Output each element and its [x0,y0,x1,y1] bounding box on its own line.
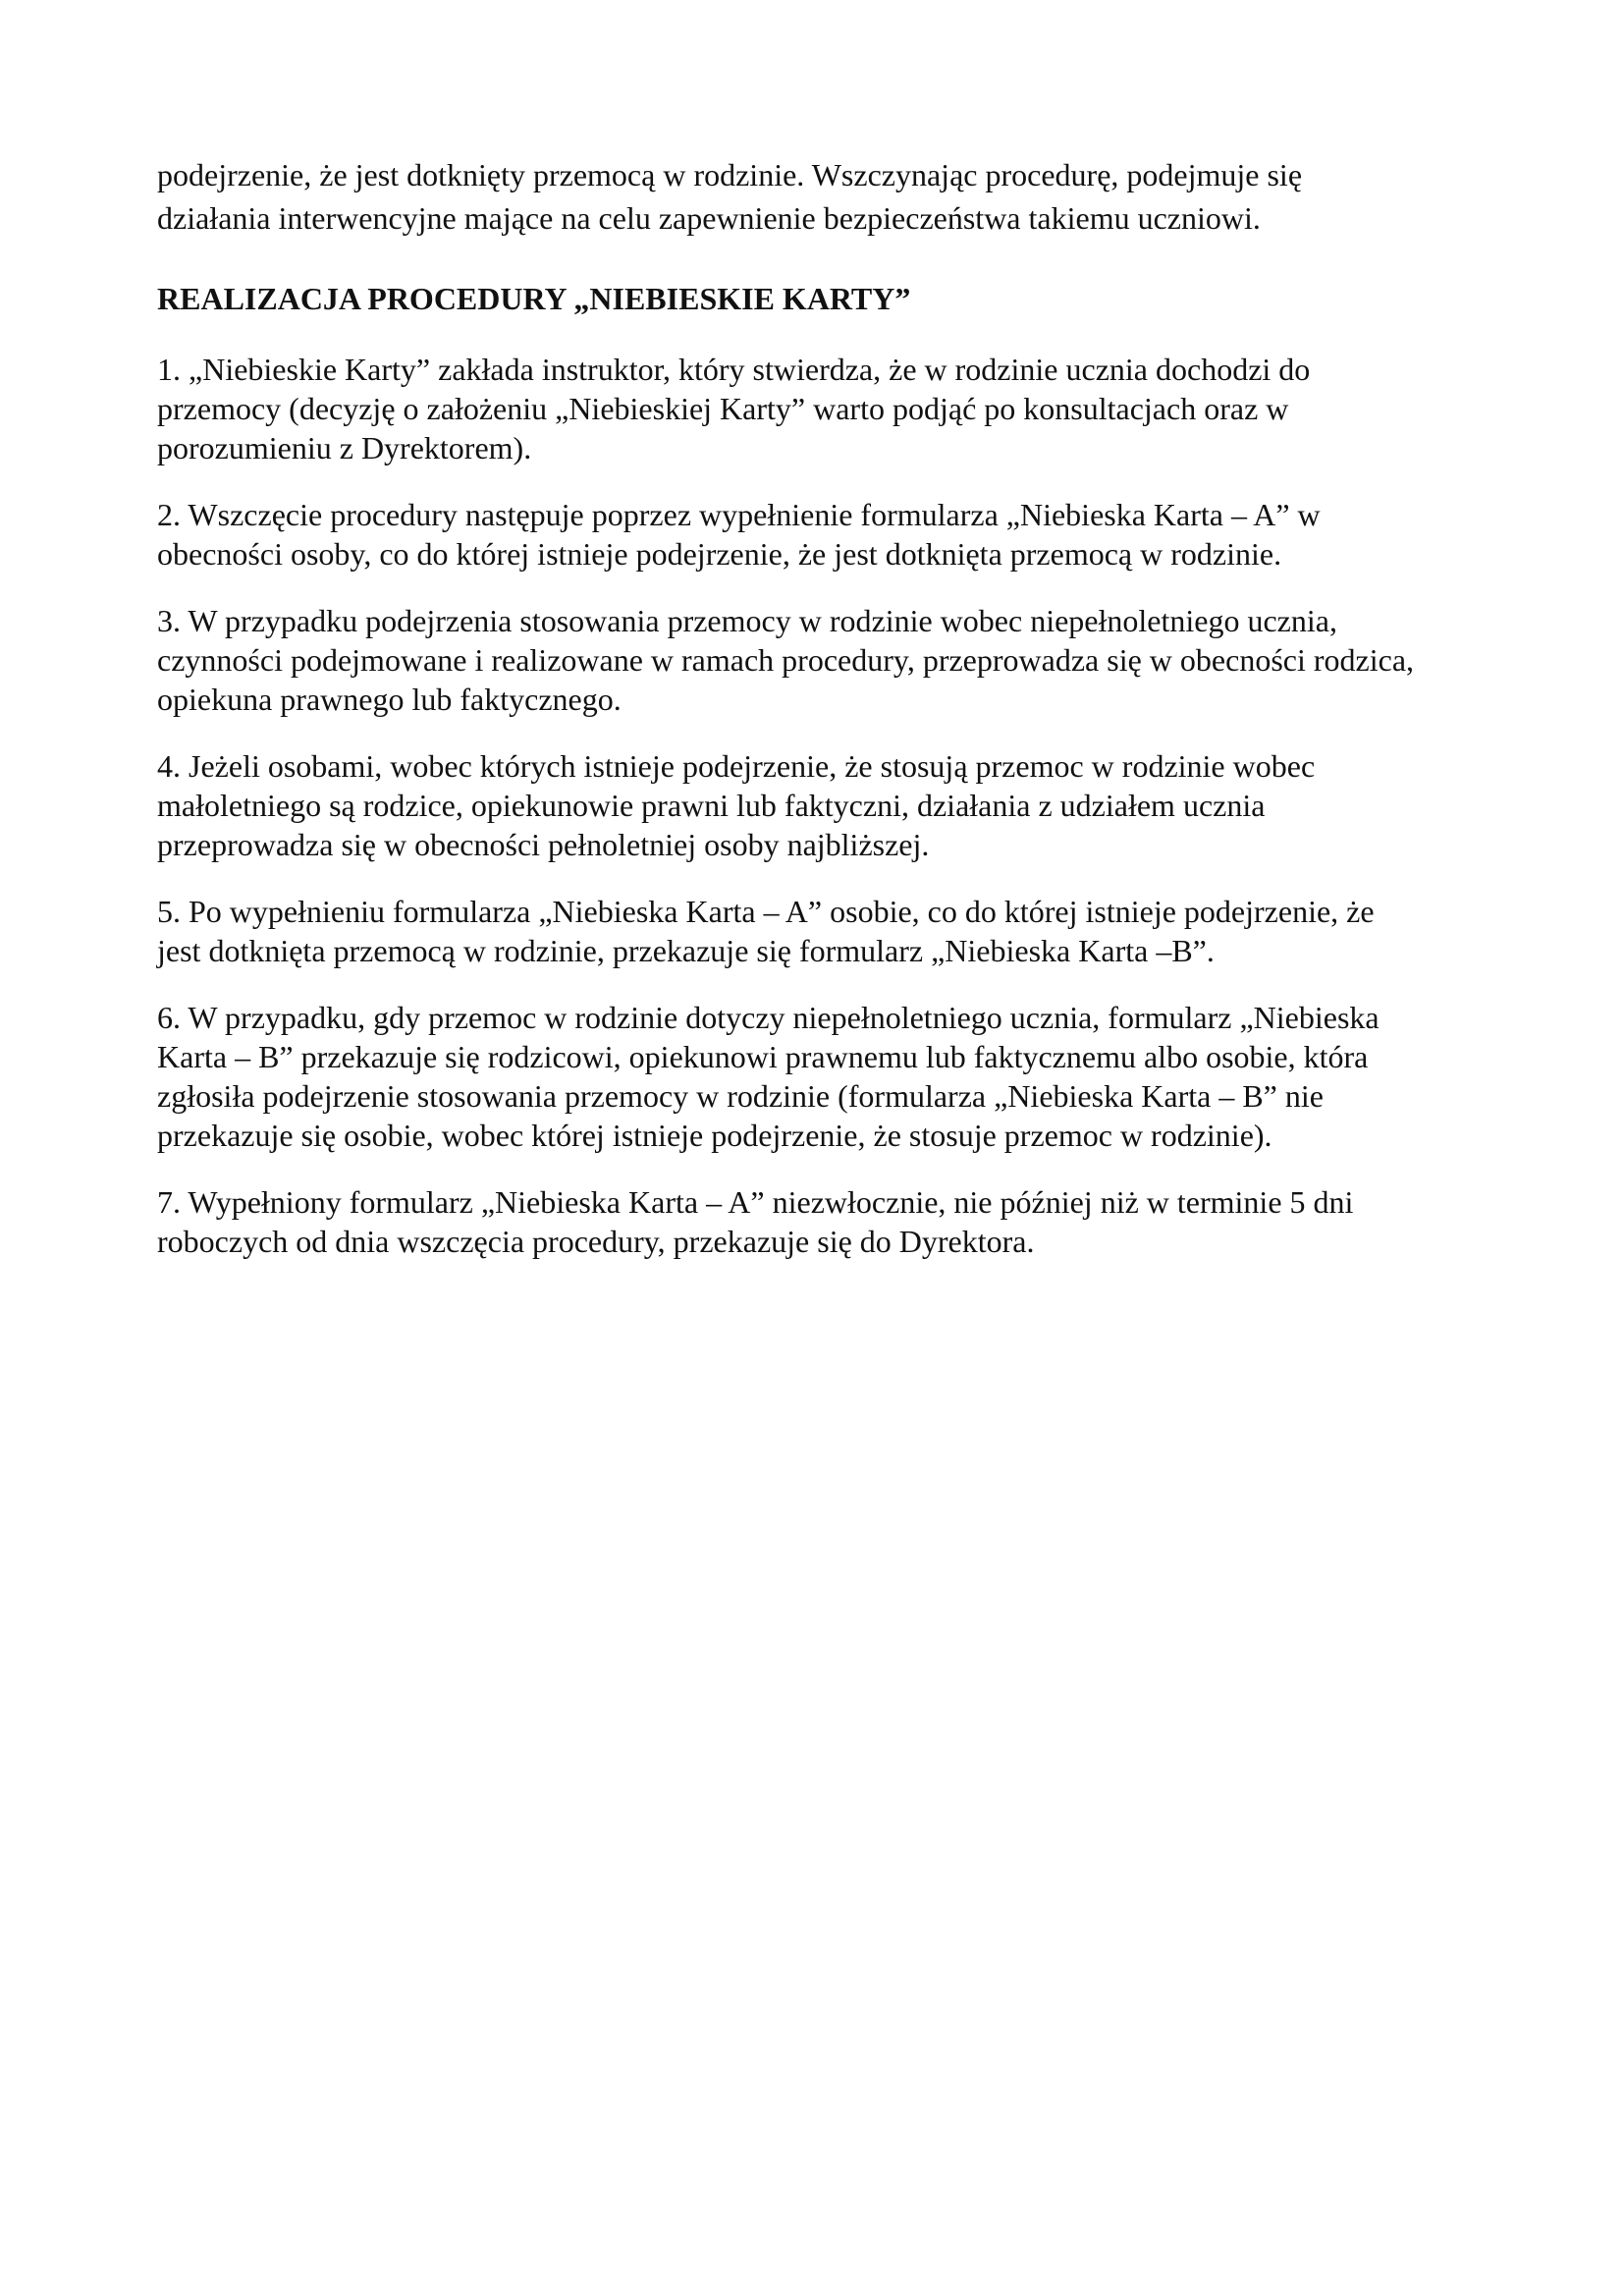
text-line: 3. W przypadku podejrzenia stosowania przemocy w rodzinie wobec niepełnoletniego ucznia, [157,603,1337,638]
paragraph-3 [157,601,1492,719]
text-line: porozumieniu z Dyrektorem). [157,430,532,465]
text-line: 4. Jeżeli osobami, wobec których istnieje podejrzenie, że stosują przemoc w rodzinie wobec [157,748,1316,784]
text-line: Karta – B” przekazuje się rodzicowi, opiekunowi prawnemu lub faktycznemu albo osobie, która [157,1039,1369,1074]
text-line: opiekuna prawnego lub faktycznego. [157,682,622,717]
text-line: 2. Wszczęcie procedury następuje poprzez wypełnienie formularza „Niebieska Karta – A” w [157,497,1321,532]
paragraph-1 [157,350,1492,467]
document-content [157,153,1492,1288]
paragraph-2 [157,495,1492,574]
paragraph-7 [157,1182,1492,1261]
intro-paragraph [157,153,1492,240]
text-line: obecności osoby, co do której istnieje podejrzenie, że jest dotknięta przemocą w rodzinie. [157,536,1282,572]
text-line: 7. Wypełniony formularz „Niebieska Karta – A” niezwłocznie, nie później niż w terminie 5 dni [157,1184,1354,1220]
text-line: 1. „Niebieskie Karty” zakłada instruktor, który stwierdza, że w rodzinie ucznia dochodzi do [157,352,1311,387]
paragraph-5 [157,892,1492,970]
text-line: przekazuje się osobie, wobec której istnieje podejrzenie, że stosuje przemoc w rodzinie). [157,1118,1272,1153]
text-line: przemocy (decyzję o założeniu „Niebieskiej Karty” warto podjąć po konsultacjach oraz w [157,391,1289,426]
text-line: 5. Po wypełnieniu formularza „Niebieska Karta – A” osobie, co do której istnieje podejrzenie, że [157,894,1375,929]
text-line: roboczych od dnia wszczęcia procedury, przekazuje się do Dyrektora. [157,1224,1035,1259]
text-line: 6. W przypadku, gdy przemoc w rodzinie dotyczy niepełnoletniego ucznia, formularz „Niebieska [157,1000,1380,1035]
text-line: jest dotknięta przemocą w rodzinie, przekazuje się formularz „Niebieska Karta –B”. [157,933,1215,968]
text-line: zgłosiła podejrzenie stosowania przemocy w rodzinie (formularza „Niebieska Karta – B” nie [157,1078,1324,1114]
paragraph-4 [157,746,1492,864]
section-heading: REALIZACJA PROCEDURY „NIEBIESKIE KARTY” [157,281,911,316]
text-line: czynności podejmowane i realizowane w ramach procedury, przeprowadza się w obecności rodzica, [157,642,1415,678]
text-line: przeprowadza się w obecności pełnoletniej osoby najbliższej. [157,827,930,862]
text-line: podejrzenie, że jest dotknięty przemocą w rodzinie. Wszczynając procedurę, podejmuje się [157,157,1303,192]
text-line: małoletniego są rodzice, opiekunowie prawni lub faktyczni, działania z udziałem ucznia [157,788,1266,823]
paragraph-6 [157,998,1492,1155]
text-line: działania interwencyjne mające na celu zapewnienie bezpieczeństwa takiemu uczniowi. [157,200,1261,236]
